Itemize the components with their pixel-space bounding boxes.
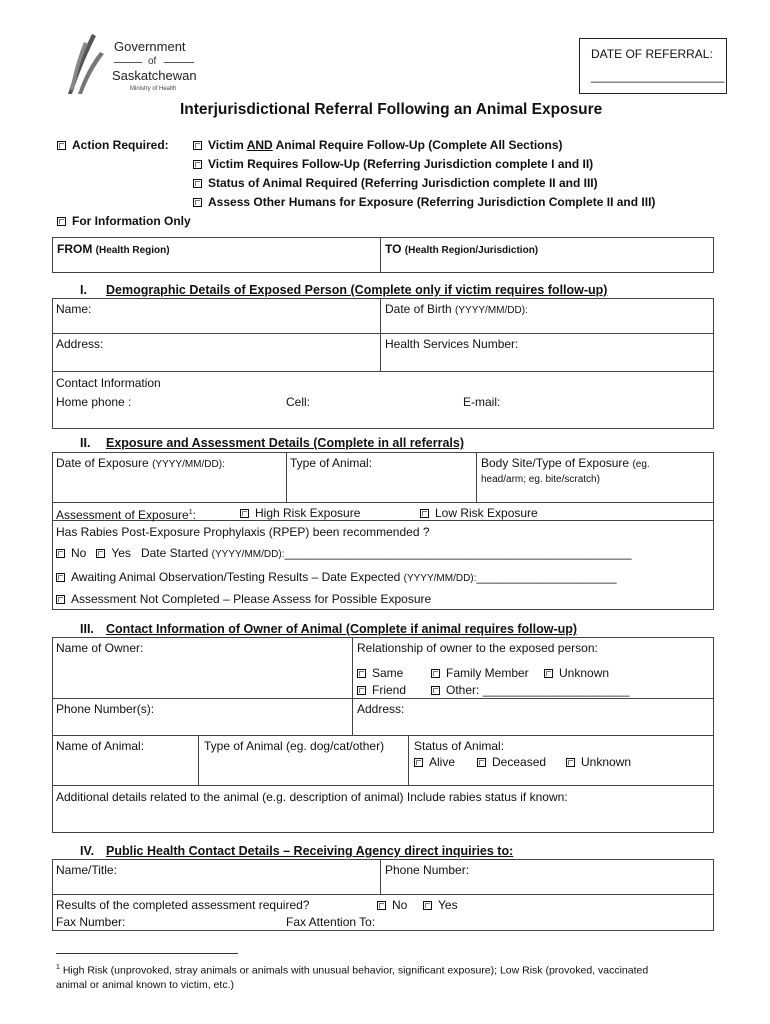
results-yes-checkbox[interactable] [423,901,432,910]
other-field[interactable]: ______________________ [482,683,630,697]
date-started-field[interactable]: ____________________________________________________ [284,546,632,560]
owner-unknown-checkbox[interactable] [544,669,553,678]
referral-date-box [579,38,727,94]
section-3-heading: III. Contact Information of Owner of Animal (Complete if animal requires follow-up) [80,622,578,636]
deceased-checkbox[interactable] [477,758,486,767]
section-4-heading: IV. Public Health Contact Details – Receiving Agency direct inquiries to: [80,844,514,858]
action-option-1: Victim AND Animal Require Follow-Up (Complete All Sections) [193,138,563,152]
animal-name-field[interactable]: Name of Animal: [56,739,145,753]
document-title: Interjurisdictional Referral Following an Animal Exposure [180,101,603,118]
rpep-no-checkbox[interactable] [56,549,65,558]
logo-line2-wrap [114,56,196,68]
logo [62,32,212,98]
not-completed-row: Assessment Not Completed – Please Assess for Possible Exposure [56,592,431,606]
option-3-checkbox[interactable] [193,179,202,188]
same-checkbox[interactable] [357,669,366,678]
dob-field[interactable]: Date of Birth (YYYY/MM/DD): [385,302,528,316]
type-of-animal-field[interactable]: Type of Animal: [290,456,373,470]
high-risk-option[interactable]: High Risk Exposure [240,506,360,520]
logo-line4: Ministry of Health [130,86,177,92]
action-required: Action Required: [57,138,169,152]
section-1-table [52,298,714,429]
low-risk-option[interactable]: Low Risk Exposure [420,506,538,520]
results-question: Results of the completed assessment required? [56,898,310,912]
family-member-checkbox[interactable] [431,669,440,678]
referral-date-field[interactable]: ____________________ [591,69,725,83]
option-1-checkbox[interactable] [193,141,202,150]
body-site-example: head/arm; eg. bite/scratch) [481,474,600,485]
assessment-label: Assessment of Exposure$^1$: [56,508,196,522]
cell-field[interactable]: Cell: [286,395,311,409]
fax-number-field[interactable]: Fax Number: [56,915,126,929]
not-completed-checkbox[interactable] [56,595,65,604]
results-no-option: No [377,898,407,912]
other-option: Other: ______________________ [431,683,630,697]
status-unknown-checkbox[interactable] [566,758,575,767]
option-2-checkbox[interactable] [193,160,202,169]
other-checkbox[interactable] [431,686,440,695]
additional-details-field[interactable]: Additional details related to the animal (e.g. description of animal) Include rabies status if known: [56,790,568,804]
awaiting-checkbox[interactable] [56,573,65,582]
friend-checkbox[interactable] [357,686,366,695]
awaiting-row: Awaiting Animal Observation/Testing Results – Date Expected (YYYY/MM/DD):_____________________ [56,570,617,586]
high-risk-checkbox[interactable] [240,509,249,518]
owner-name-field[interactable]: Name of Owner: [56,641,144,655]
section-4-table [52,859,714,931]
health-services-number-field[interactable]: Health Services Number: [385,337,519,351]
owner-address-field[interactable]: Address: [357,702,405,716]
results-yes-option: Yes [423,898,458,912]
date-of-exposure-field[interactable]: Date of Exposure (YYYY/MM/DD): [56,456,225,470]
family-member-option: Family Member [431,666,529,680]
section-2-heading: II. Exposure and Assessment Details (Complete in all referrals) [80,436,464,450]
rpep-question: Has Rabies Post-Exposure Prophylaxis (RPEP) been recommended ? [56,525,430,539]
action-option-2: Victim Requires Follow-Up (Referring Jurisdiction complete I and II) [193,157,593,171]
action-required-checkbox[interactable] [57,141,66,150]
to-field[interactable]: TO (Health Region/Jurisdiction) [385,242,539,256]
date-expected-field[interactable]: _____________________ [476,570,617,584]
from-field[interactable]: FROM (Health Region) [57,242,170,256]
section-1-heading: I. Demographic Details of Exposed Person (Complete only if victim requires follow-up) [80,283,608,297]
friend-option: Friend [357,683,406,697]
owner-phone-field[interactable]: Phone Number(s): [56,702,155,716]
email-field[interactable]: E-mail: [463,395,501,409]
logo-line3: Saskatchewan [112,68,197,83]
animal-type-field[interactable]: Type of Animal (eg. dog/cat/other) [204,739,385,753]
action-option-4: Assess Other Humans for Exposure (Referring Jurisdiction Complete II and III) [193,195,655,209]
home-phone-field[interactable]: Home phone : [56,395,132,409]
animal-status-label: Status of Animal: [414,739,505,753]
relationship-row-1: Same [357,666,403,680]
alive-option: Alive [414,755,455,769]
rpep-yes-checkbox[interactable] [96,549,105,558]
referral-date-label: DATE OF REFERRAL: [591,47,713,61]
footnote-line-2: animal or animal known to victim, etc.) [56,979,234,991]
owner-unknown-option: Unknown [544,666,609,680]
option-4-checkbox[interactable] [193,198,202,207]
body-site-field[interactable]: Body Site/Type of Exposure (eg. [481,456,650,470]
rpep-answer-row: No Yes Date Started (YYYY/MM/DD):____________________________________________________ [56,546,632,562]
status-unknown-option: Unknown [566,755,631,769]
relationship-label: Relationship of owner to the exposed person: [357,641,598,655]
alive-checkbox[interactable] [414,758,423,767]
name-field[interactable]: Name: [56,302,92,316]
results-no-checkbox[interactable] [377,901,386,910]
contact-phone-field[interactable]: Phone Number: [385,863,470,877]
info-only: For Information Only [57,214,191,228]
fax-attention-field[interactable]: Fax Attention To: [286,915,376,929]
contact-info-label: Contact Information [56,376,161,390]
logo-line1: Government [114,39,186,54]
wheat-logo-icon [62,32,108,96]
action-option-3: Status of Animal Required (Referring Jurisdiction complete II and III) [193,176,598,190]
info-only-checkbox[interactable] [57,217,66,226]
low-risk-checkbox[interactable] [420,509,429,518]
address-field[interactable]: Address: [56,337,104,351]
footnote-divider [56,953,238,954]
deceased-option: Deceased [477,755,546,769]
contact-name-title-field[interactable]: Name/Title: [56,863,117,877]
logo-line2: of [148,56,157,67]
footnote-line-1: $^1$ High Risk (unprovoked, stray animals or animals with unusual behavior, significant exposure); Low Risk (provoked, vaccinated [56,964,649,977]
